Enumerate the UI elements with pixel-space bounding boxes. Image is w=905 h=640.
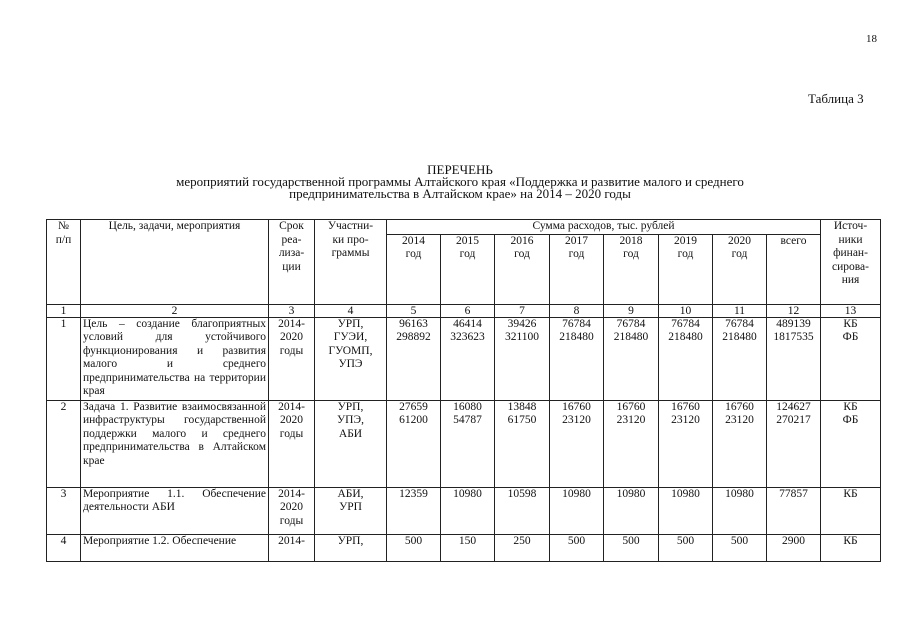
row-number: 3 [47,487,81,534]
table-row [47,534,881,561]
value-kb: 10980 [659,487,713,534]
header-year: 2020 год [713,234,767,304]
value-kb: 500 [550,534,604,561]
title-subtitle-line2: предпринимательства в Алтайском крае» на 2014 – 2020 годы [289,186,631,201]
value-fb: 218480 [613,331,649,343]
column-number: 10 [659,304,713,317]
title-heading: ПЕРЕЧЕНЬ [427,162,493,177]
header-year: 2015 год [441,234,495,304]
header-num: № п/п [47,220,81,305]
total-cell [767,400,821,487]
document-title [100,164,820,200]
value-cell [713,317,767,400]
value-kb: 16760 [616,400,646,413]
total-fb: 270217 [776,414,811,426]
row-sources: КБ [821,487,881,534]
value-kb: 39426 [507,317,537,330]
value-kb: 500 [713,534,767,561]
total-kb: 489139 [776,317,811,330]
value-kb: 46414 [453,317,482,330]
header-term: Срок реа- лиза- ции [269,220,315,305]
row-description: Цель – создание благоприятных условий для устойчивого функционирования и развития малого и среднего предпринимательства на территории края [81,317,269,400]
total-cell [767,317,821,400]
row-description: Мероприятие 1.2. Обеспечение [81,534,269,561]
column-number: 6 [441,304,495,317]
value-fb: 218480 [559,331,594,343]
row-term: 2014- 2020 годы [269,317,315,400]
value-kb: 10980 [441,487,495,534]
row-participants: УРП, УПЭ, АБИ [315,400,387,487]
header-goal: Цель, задачи, мероприятия [81,220,269,305]
row-number: 1 [47,317,81,400]
value-kb: 10980 [550,487,604,534]
value-kb: 76784 [616,317,646,330]
total-fb: 1817535 [773,331,814,343]
value-kb: 500 [659,534,713,561]
header-year: 2014 год [387,234,441,304]
program-events-table [46,219,881,562]
header-total: всего [767,234,821,304]
value-cell [550,400,604,487]
value-cell [495,317,550,400]
value-fb: 23120 [616,414,646,426]
value-cell [550,317,604,400]
row-sources: КБ ФБ [821,317,881,400]
value-cell [659,400,713,487]
title-subtitle-line1: мероприятий государственной программы Алтайского края «Поддержка и развитие малого и среднего [176,174,744,189]
value-kb: 150 [441,534,495,561]
value-kb: 16760 [562,400,591,413]
column-number-row [47,304,881,317]
row-sources: КБ [821,534,881,561]
value-fb: 218480 [668,331,703,343]
page-number: 18 [866,33,877,45]
value-fb: 323623 [450,331,485,343]
value-kb: 16760 [725,400,754,413]
value-cell [441,317,495,400]
value-kb: 12359 [387,487,441,534]
value-fb: 218480 [722,331,757,343]
header-source: Источ- ники финан- сирова- ния [821,220,881,305]
value-kb: 96163 [399,317,428,330]
column-number: 5 [387,304,441,317]
value-kb: 16080 [453,400,482,413]
header-row-top [47,220,881,235]
row-participants: УРП, ГУЭИ, ГУОМП, УПЭ [315,317,387,400]
total-kb: 124627 [776,400,811,413]
value-fb: 298892 [396,331,431,343]
value-cell [713,400,767,487]
value-cell [495,400,550,487]
row-term: 2014- 2020 годы [269,400,315,487]
column-number: 8 [550,304,604,317]
header-participants: Участни- ки про- граммы [315,220,387,305]
value-fb: 61200 [399,414,428,426]
value-kb: 76784 [725,317,754,330]
value-cell [387,317,441,400]
header-year: 2017 год [550,234,604,304]
column-number: 3 [269,304,315,317]
column-number: 1 [47,304,81,317]
value-kb: 10980 [713,487,767,534]
total-kb: 2900 [767,534,821,561]
value-cell [387,400,441,487]
column-number: 13 [821,304,881,317]
value-fb: 321100 [504,331,540,343]
row-description: Мероприятие 1.1. Обеспечение деятельности АБИ [81,487,269,534]
value-kb: 10980 [604,487,659,534]
column-number: 11 [713,304,767,317]
column-number: 7 [495,304,550,317]
value-kb: 250 [495,534,550,561]
table-row [47,400,881,487]
value-kb: 13848 [507,400,537,413]
table-row [47,317,881,400]
value-kb: 27659 [399,400,428,413]
column-number: 12 [767,304,821,317]
row-description: Задача 1. Развитие взаимосвязанной инфраструктуры государственной поддержки малого и среднего предпринимательства в Алтайском крае [81,400,269,487]
value-kb: 10598 [495,487,550,534]
value-fb: 23120 [671,414,700,426]
value-cell [604,317,659,400]
header-year: 2016 год [495,234,550,304]
table-label: Таблица 3 [808,91,864,106]
value-fb: 23120 [562,414,591,426]
value-kb: 76784 [671,317,700,330]
value-fb: 61750 [507,414,537,426]
row-participants: УРП, [315,534,387,561]
table-row [47,487,881,534]
header-sum: Сумма расходов, тыс. рублей [387,220,821,235]
row-participants: АБИ, УРП [315,487,387,534]
header-year: 2018 год [604,234,659,304]
column-number: 4 [315,304,387,317]
row-number: 2 [47,400,81,487]
row-number: 4 [47,534,81,561]
header-year: 2019 год [659,234,713,304]
value-cell [604,400,659,487]
value-kb: 76784 [562,317,591,330]
row-term: 2014- [269,534,315,561]
row-sources: КБ ФБ [821,400,881,487]
column-number: 9 [604,304,659,317]
value-kb: 500 [387,534,441,561]
value-cell [441,400,495,487]
column-number: 2 [81,304,269,317]
value-cell [659,317,713,400]
row-term: 2014- 2020 годы [269,487,315,534]
value-fb: 54787 [453,414,482,426]
value-kb: 16760 [671,400,700,413]
total-kb: 77857 [767,487,821,534]
value-fb: 23120 [725,414,754,426]
value-kb: 500 [604,534,659,561]
